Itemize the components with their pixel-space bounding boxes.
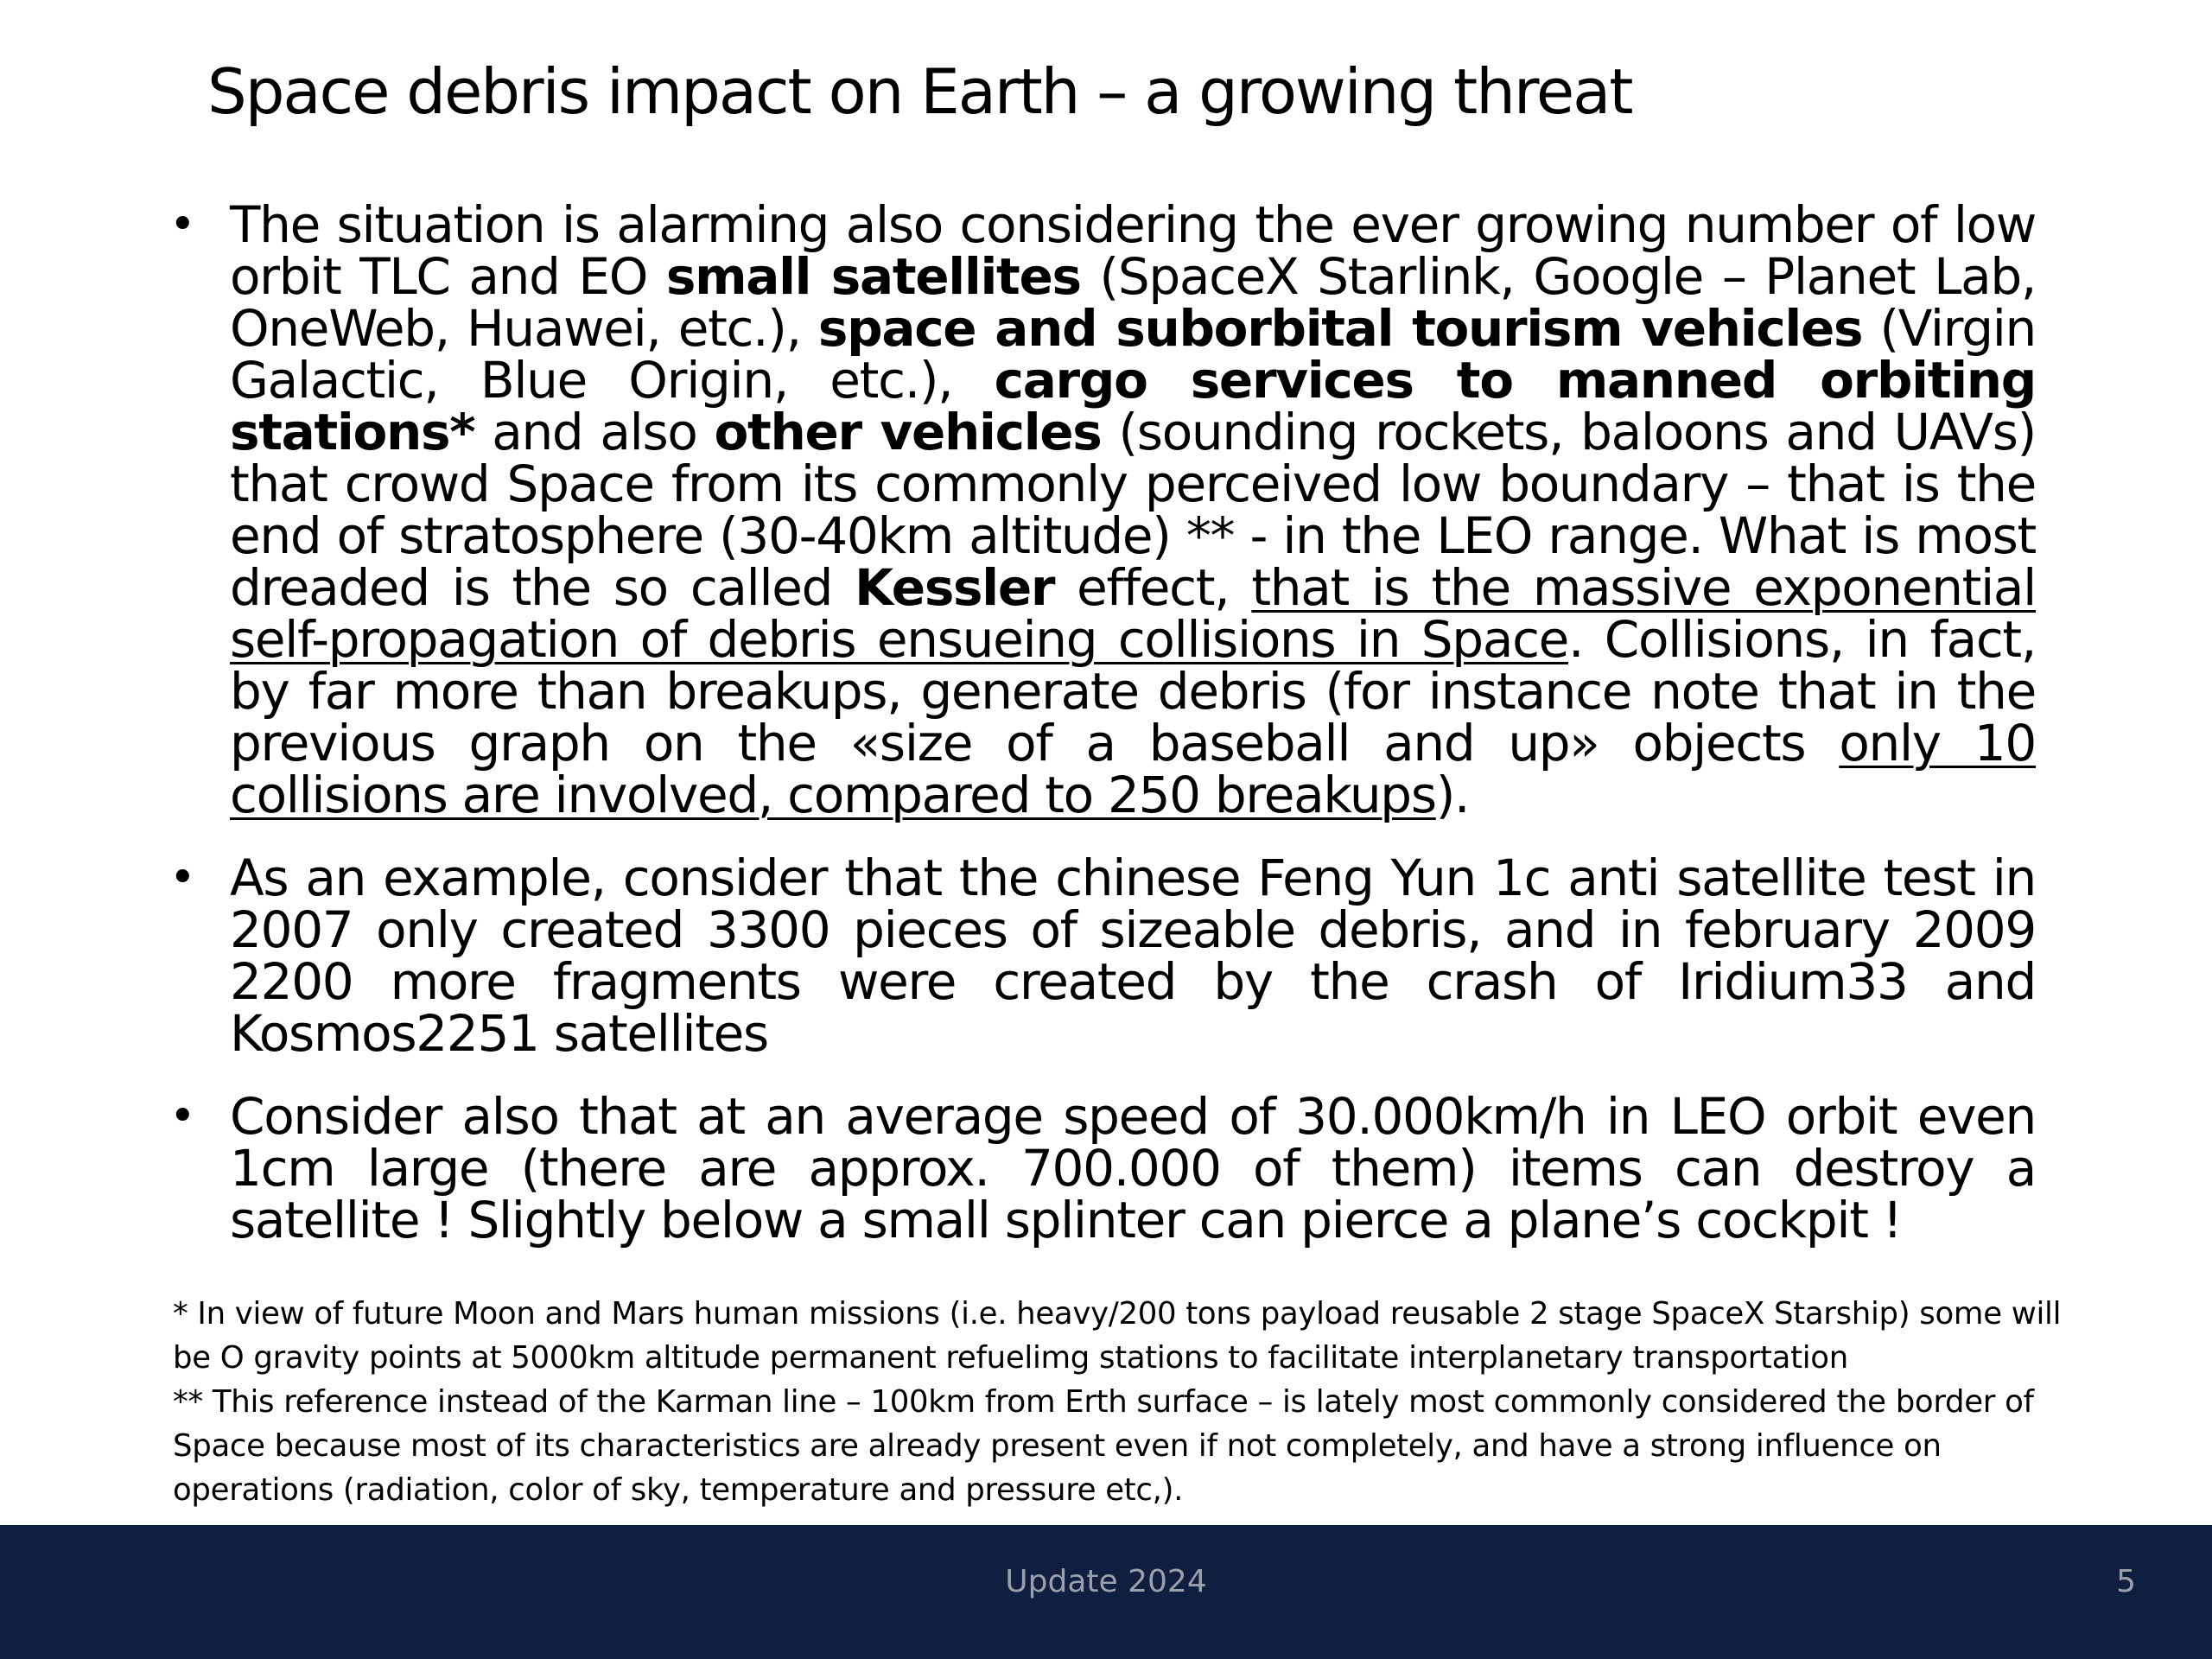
bullet-item (169, 849, 2036, 1063)
text-run: effect, (1054, 558, 1252, 617)
text-run: As an example, consider that the chinese Feng Yun 1c anti satellite test in 2007 only created 3300 pieces of sizeable debris, and in february 2009 2200 more fragments were created by the crash of Iridium33 and Kosmos2251 satellites (230, 849, 2036, 1063)
bullet-dot-icon: • (169, 199, 195, 251)
text-run: The situation is alarming also considering the ever growing number of low orbit TLC and EO (230, 195, 2036, 306)
footnote: * In view of future Moon and Mars human missions (i.e. heavy/200 tons payload reusable 2 stage SpaceX Starship) some will be O gravity points at 5000km altitude permanent refuelimg stations to facilitate interplanetary transportation (173, 1296, 2062, 1376)
underlined-text: only 10 collisions are involved, compared to 250 breakups (230, 714, 2037, 824)
bold-text: other vehicles (714, 403, 1102, 461)
footer-text: Update 2024 (1005, 1564, 1207, 1599)
footer-bar (0, 1525, 2212, 1659)
bullet-text (230, 195, 2036, 824)
slide-title: Space debris impact on Earth – a growing threat (207, 55, 1632, 128)
footnotes (173, 1292, 2074, 1512)
text-run: (SpaceX Starlink, Google – Planet Lab, OneWeb, Huawei, etc.), (230, 247, 2036, 358)
bold-text: space and suborbital tourism vehicles (817, 299, 1863, 358)
bold-text: cargo services to manned orbiting stations* (230, 351, 2036, 461)
bullet-item (169, 1087, 2036, 1249)
text-run: (sounding rockets, baloons and UAVs) that crowd Space from its commonly perceived low boundary – that is the end of stratosphere (30-40km altitude) ** - in the LEO range. What is most dreaded is the so called (230, 403, 2037, 617)
text-run: and also (474, 403, 715, 461)
underlined-text: that is the massive exponential self-propagation of debris ensueing collisions in Space (230, 558, 2036, 669)
bullet-list (169, 195, 2037, 1249)
footnote: ** This reference instead of the Karman line – 100km from Erth surface – is lately most commonly considered the border of Space because most of its characteristics are already present even if not completely, and have a strong influence on operations (radiation, color of sky, temperature and pressure etc,). (173, 1384, 2034, 1508)
bold-text: Kessler (855, 558, 1055, 617)
bullet-dot-icon: • (169, 1090, 195, 1142)
text-run: Consider also that at an average speed of 30.000km/h in LEO orbit even 1cm large (there are approx. 700.000 of them) items can destroy a satellite ! Slightly below a small splinter can pierce a plane’s cockpit ! (230, 1087, 2036, 1249)
text-run: (Virgin Galactic, Blue Origin, etc.), (230, 299, 2037, 410)
bold-text: small satellites (665, 247, 1081, 306)
bullet-text (230, 1087, 2036, 1249)
bullet-dot-icon: • (169, 852, 195, 904)
text-run: ). (1435, 766, 1470, 824)
bullet-item (169, 195, 2037, 824)
bullet-text (230, 849, 2036, 1063)
text-run: . Collisions, in fact, by far more than breakups, generate debris (for instance note that in the previous graph on the «size of a baseball and up» objects (230, 610, 2037, 772)
page-number: 5 (2116, 1564, 2136, 1599)
